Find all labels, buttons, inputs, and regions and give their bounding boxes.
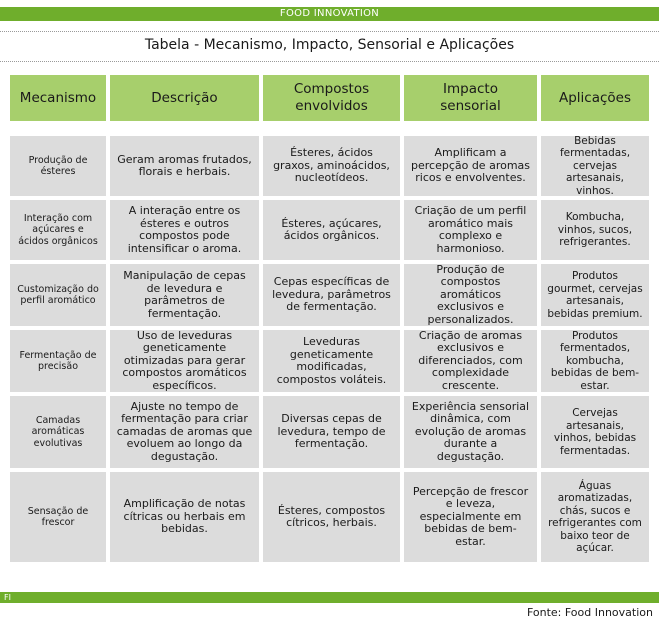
cell-description: Geram aromas frutados, florais e herbais.: [110, 136, 259, 196]
cell-compounds: Leveduras geneticamente modificadas, compostos voláteis.: [263, 330, 400, 392]
cell-description: Ajuste no tempo de fermentação para criar camadas de aromas que evoluem ao longo da degustação.: [110, 396, 259, 468]
cell-compounds: Diversas cepas de levedura, tempo de fermentação.: [263, 396, 400, 468]
cell-applications: Bebidas fermentadas, cervejas artesanais, vinhos.: [541, 136, 649, 196]
divider-title: [0, 61, 659, 62]
cell-impact: Percepção de frescor e leveza, especialmente em bebidas de bem-estar.: [404, 472, 537, 562]
cell-compounds: Ésteres, compostos cítricos, herbais.: [263, 472, 400, 562]
header-mechanism: Mecanismo: [10, 75, 106, 121]
cell-applications: Cervejas artesanais, vinhos, bebidas fermentadas.: [541, 396, 649, 468]
cell-description: Amplificação de notas cítricas ou herbais em bebidas.: [110, 472, 259, 562]
cell-impact: Criação de um perfil aromático mais complexo e harmonioso.: [404, 200, 537, 260]
header-description: Descrição: [110, 75, 259, 121]
cell-impact: Amplificam a percepção de aromas ricos e envolventes.: [404, 136, 537, 196]
cell-applications: Kombucha, vinhos, sucos, refrigerantes.: [541, 200, 649, 260]
cell-mechanism: Camadas aromáticas evolutivas: [10, 396, 106, 468]
cell-applications: Produtos gourmet, cervejas artesanais, bebidas premium.: [541, 264, 649, 326]
cell-description: Uso de leveduras geneticamente otimizadas para gerar compostos aromáticos específicos.: [110, 330, 259, 392]
cell-description: A interação entre os ésteres e outros compostos pode intensificar o aroma.: [110, 200, 259, 260]
header-applications: Aplicações: [541, 75, 649, 121]
cell-compounds: Ésteres, açúcares, ácidos orgânicos.: [263, 200, 400, 260]
cell-mechanism: Produção de ésteres: [10, 136, 106, 196]
header-compounds: Compostos envolvidos: [263, 75, 400, 121]
cell-applications: Produtos fermentados, kombucha, bebidas de bem-estar.: [541, 330, 649, 392]
cell-mechanism: Fermentação de precisão: [10, 330, 106, 392]
cell-mechanism: Sensação de frescor: [10, 472, 106, 562]
cell-compounds: Ésteres, ácidos graxos, aminoácidos, nucleotídeos.: [263, 136, 400, 196]
source-note: Fonte: Food Innovation: [526, 606, 653, 619]
brand-banner: FOOD INNOVATION: [0, 7, 659, 21]
table-title: Tabela - Mecanismo, Impacto, Sensorial e Aplicações: [144, 37, 515, 53]
header-impact: Impacto sensorial: [404, 75, 537, 121]
cell-mechanism: Customização do perfil aromático: [10, 264, 106, 326]
cell-mechanism: Interação com açúcares e ácidos orgânicos: [10, 200, 106, 260]
cell-impact: Experiência sensorial dinâmica, com evolução de aromas durante a degustação.: [404, 396, 537, 468]
footer-tag: FI: [4, 593, 11, 602]
cell-compounds: Cepas específicas de levedura, parâmetros de fermentação.: [263, 264, 400, 326]
cell-impact: Criação de aromas exclusivos e diferenciados, com complexidade crescente.: [404, 330, 537, 392]
cell-applications: Águas aromatizadas, chás, sucos e refrigerantes com baixo teor de açúcar.: [541, 472, 649, 562]
cell-description: Manipulação de cepas de levedura e parâmetros de fermentação.: [110, 264, 259, 326]
divider-top: [0, 31, 659, 32]
footer-bar: [0, 592, 659, 603]
cell-impact: Produção de compostos aromáticos exclusivos e personalizados.: [404, 264, 537, 326]
